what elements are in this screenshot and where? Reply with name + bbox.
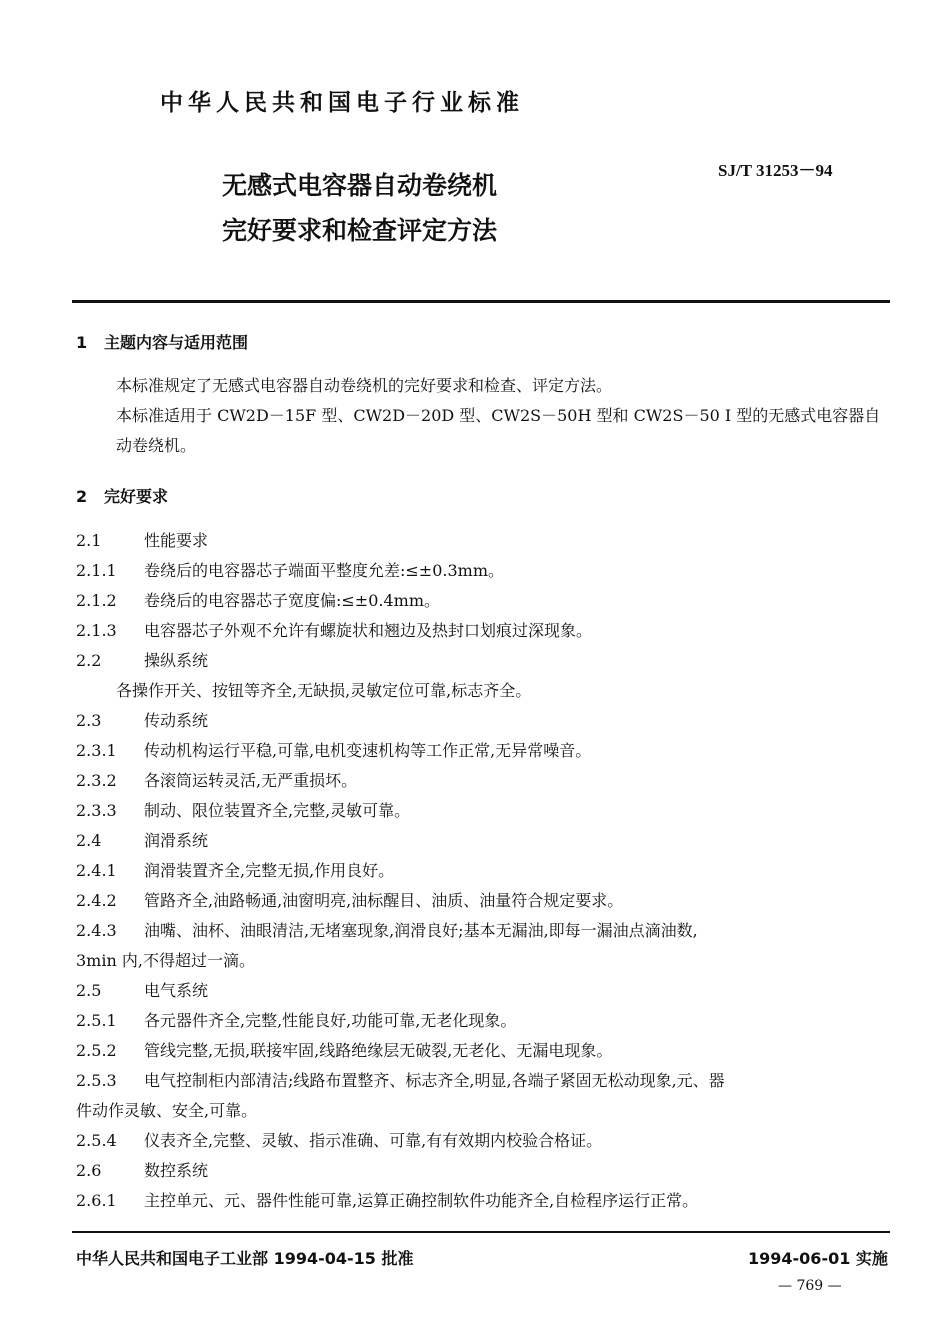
clause-2-3-1 bbox=[76, 741, 591, 761]
clause-number: 2.5.2 bbox=[76, 1041, 117, 1060]
clause-2-5-4 bbox=[76, 1131, 602, 1151]
clause-2-5-3-continued: 件动作灵敏、安全,可靠。 bbox=[76, 1101, 258, 1120]
clause-number: 2.5 bbox=[76, 981, 102, 1000]
clause-2-1-3 bbox=[76, 621, 592, 641]
clause-2-3-2 bbox=[76, 771, 357, 791]
clause-2-5-1 bbox=[76, 1011, 516, 1031]
clause-number: 2.1.2 bbox=[76, 591, 117, 610]
clause-2-2 bbox=[76, 651, 208, 671]
clause-number: 2.6.1 bbox=[76, 1191, 117, 1210]
clause-2-3-3 bbox=[76, 801, 410, 821]
clause-number: 2.5.1 bbox=[76, 1011, 117, 1030]
clause-number: 2.4 bbox=[76, 831, 102, 850]
clause-text: 性能要求 bbox=[144, 531, 209, 550]
clause-text: 电气控制柜内部清洁;线路布置整齐、标志齐全,明显,各端子紧固无松动现象,元、器 bbox=[144, 1071, 725, 1090]
clause-number: 2.5.3 bbox=[76, 1071, 117, 1090]
clause-2-4-3 bbox=[76, 921, 698, 941]
clause-number: 2.4.2 bbox=[76, 891, 117, 910]
clause-2-1-2 bbox=[76, 591, 440, 611]
clause-2-5-3 bbox=[76, 1071, 725, 1091]
section-number: 1 bbox=[76, 333, 88, 352]
clause-2-5-2 bbox=[76, 1041, 612, 1061]
clause-number: 2.3.2 bbox=[76, 771, 117, 790]
clause-number: 2.1.3 bbox=[76, 621, 117, 640]
clause-2-5 bbox=[76, 981, 208, 1001]
clause-text: 卷绕后的电容器芯子端面平整度允差:≤±0.3mm。 bbox=[144, 561, 504, 580]
clause-number: 2.2 bbox=[76, 651, 102, 670]
clause-text: 各滚筒运转灵活,无严重损坏。 bbox=[144, 771, 358, 790]
footer-divider bbox=[72, 1231, 890, 1233]
clause-text: 操纵系统 bbox=[144, 651, 209, 670]
effective-date: 1994-06-01 实施 bbox=[748, 1249, 888, 1268]
section-1-paragraph-1: 本标准规定了无感式电容器自动卷绕机的完好要求和检查、评定方法。 bbox=[116, 376, 613, 395]
clause-2-1-1 bbox=[76, 561, 504, 581]
header-divider bbox=[72, 300, 890, 303]
clause-text: 传动机构运行平稳,可靠,电机变速机构等工作正常,无异常噪音。 bbox=[144, 741, 592, 760]
clause-number: 2.3 bbox=[76, 711, 102, 730]
clause-number: 2.4.1 bbox=[76, 861, 117, 880]
document-title-line2: 完好要求和检查评定方法 bbox=[222, 216, 498, 245]
clause-number: 2.1 bbox=[76, 531, 102, 550]
clause-text: 电容器芯子外观不允许有螺旋状和翘边及热封口划痕过深现象。 bbox=[144, 621, 593, 640]
paragraph-text: 本标准适用于 CW2D－15F 型、CW2D－20D 型、CW2S－50H 型和 CW2S－50 I 型的无感式电容器自动卷绕机。 bbox=[116, 406, 881, 455]
page-number: — 769 — bbox=[778, 1278, 842, 1294]
clause-2-3 bbox=[76, 711, 208, 731]
issuing-body: 中华人民共和国电子行业标准 bbox=[160, 90, 524, 116]
document-title-line1: 无感式电容器自动卷绕机 bbox=[222, 171, 498, 200]
clause-2-2-body: 各操作开关、按钮等齐全,无缺损,灵敏定位可靠,标志齐全。 bbox=[116, 681, 532, 700]
clause-2-4 bbox=[76, 831, 208, 851]
clause-text: 润滑装置齐全,完整无损,作用良好。 bbox=[144, 861, 395, 880]
clause-text: 仪表齐全,完整、灵敏、指示准确、可靠,有有效期内校验合格证。 bbox=[144, 1131, 603, 1150]
clause-text: 主控单元、元、器件性能可靠,运算正确控制软件功能齐全,自检程序运行正常。 bbox=[144, 1191, 699, 1210]
clause-text: 油嘴、油杯、油眼清洁,无堵塞现象,润滑良好;基本无漏油,即每一漏油点滴油数, bbox=[144, 921, 698, 940]
clause-2-6 bbox=[76, 1161, 208, 1181]
section-1-paragraph-2 bbox=[76, 401, 888, 461]
clause-number: 2.5.4 bbox=[76, 1131, 117, 1150]
clause-text: 传动系统 bbox=[144, 711, 209, 730]
clause-text: 润滑系统 bbox=[144, 831, 209, 850]
clause-2-4-2 bbox=[76, 891, 623, 911]
standard-code: SJ/T 31253－94 bbox=[718, 161, 833, 180]
clause-number: 2.3.3 bbox=[76, 801, 117, 820]
approval-statement: 中华人民共和国电子工业部 1994-04-15 批准 bbox=[76, 1249, 414, 1268]
clause-text: 管线完整,无损,联接牢固,线路绝缘层无破裂,无老化、无漏电现象。 bbox=[144, 1041, 613, 1060]
section-2-heading bbox=[76, 484, 168, 507]
section-number: 2 bbox=[76, 487, 88, 506]
clause-text: 各元器件齐全,完整,性能良好,功能可靠,无老化现象。 bbox=[144, 1011, 517, 1030]
clause-text: 管路齐全,油路畅通,油窗明亮,油标醒目、油质、油量符合规定要求。 bbox=[144, 891, 624, 910]
clause-2-6-1 bbox=[76, 1191, 698, 1211]
clause-2-4-1 bbox=[76, 861, 394, 881]
clause-number: 2.4.3 bbox=[76, 921, 117, 940]
section-title: 主题内容与适用范围 bbox=[104, 333, 249, 352]
clause-text: 电气系统 bbox=[144, 981, 209, 1000]
clause-2-4-3-continued: 3min 内,不得超过一滴。 bbox=[76, 951, 255, 970]
clause-text: 卷绕后的电容器芯子宽度偏:≤±0.4mm。 bbox=[144, 591, 440, 610]
section-title: 完好要求 bbox=[104, 487, 169, 506]
clause-number: 2.1.1 bbox=[76, 561, 117, 580]
section-1-heading bbox=[76, 330, 248, 353]
clause-text: 制动、限位装置齐全,完整,灵敏可靠。 bbox=[144, 801, 411, 820]
clause-number: 2.6 bbox=[76, 1161, 102, 1180]
clause-text: 数控系统 bbox=[144, 1161, 209, 1180]
clause-number: 2.3.1 bbox=[76, 741, 117, 760]
clause-2-1 bbox=[76, 531, 208, 551]
